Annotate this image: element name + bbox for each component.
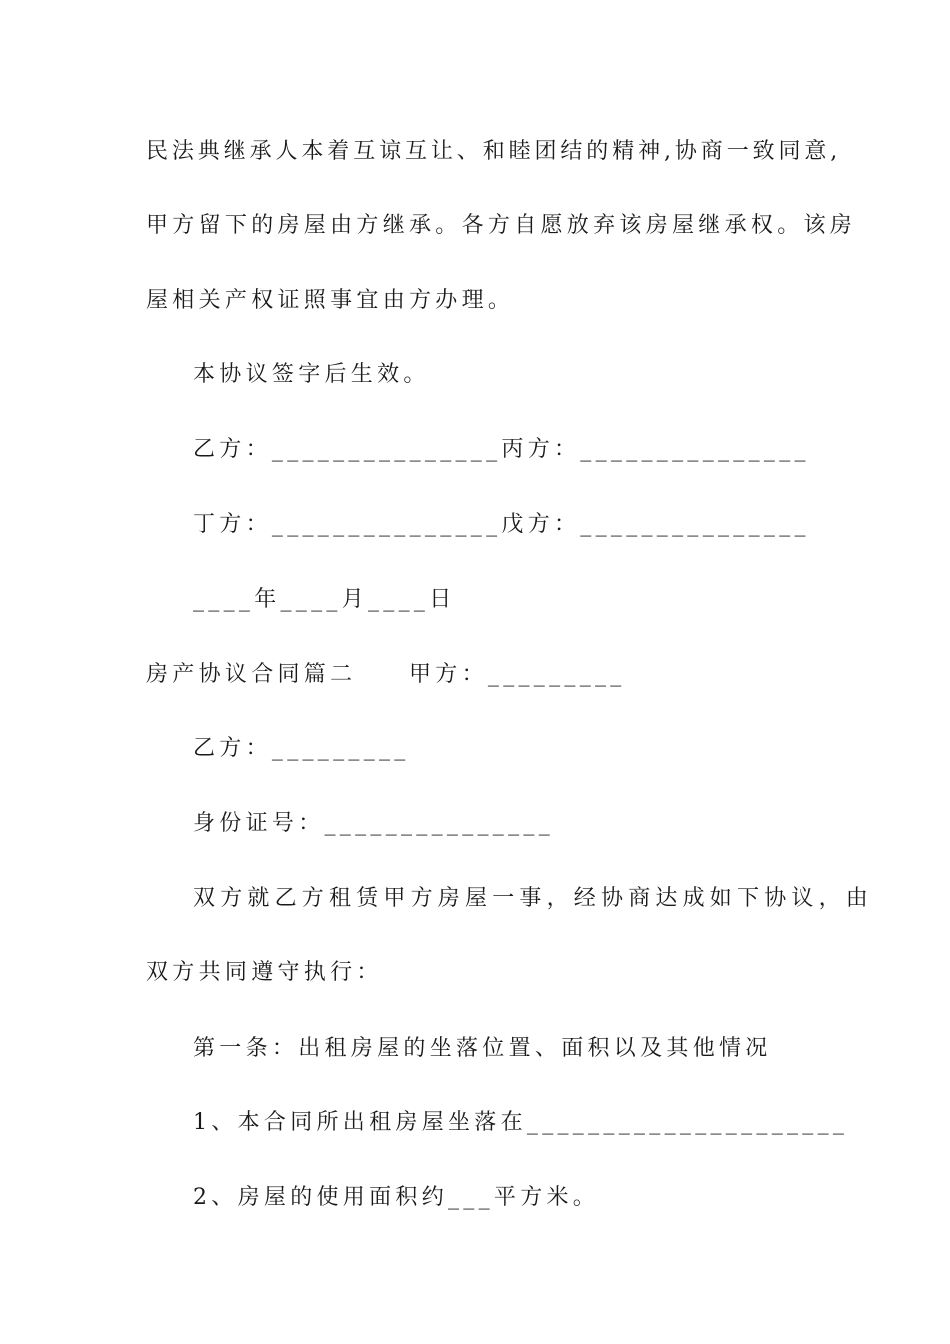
article-heading: 第一条：出租房屋的坐落位置、面积以及其他情况 (193, 1036, 772, 1061)
party-b-line: 乙方：_________ (193, 736, 410, 761)
effective-clause: 本协议签字后生效。 (193, 362, 430, 387)
signature-line-ding-wu: 丁方：_______________戊方：_______________ (193, 512, 810, 537)
signature-line-yi-bing: 乙方：_______________丙方：_______________ (193, 437, 810, 462)
id-number-line: 身份证号：_______________ (193, 811, 555, 836)
paragraph-line: 双方共同遵守执行： (146, 960, 383, 985)
clause-item: 2、房屋的使用面积约___平方米。 (193, 1185, 600, 1210)
paragraph-line: 甲方留下的房屋由方继承。各方自愿放弃该房屋继承权。该房 (146, 213, 857, 238)
paragraph-line: 民法典继承人本着互谅互让、和睦团结的精神,协商一致同意, (146, 139, 842, 164)
section-heading: 房产协议合同篇二 甲方：_________ (146, 662, 626, 687)
clause-item: 1、本合同所出租房屋坐落在_____________________ (193, 1110, 849, 1135)
paragraph-line: 屋相关产权证照事宜由方办理。 (146, 288, 515, 313)
paragraph-line: 双方就乙方租赁甲方房屋一事，经协商达成如下协议，由 (193, 886, 874, 911)
date-line: ____年____月____日 (193, 587, 456, 612)
